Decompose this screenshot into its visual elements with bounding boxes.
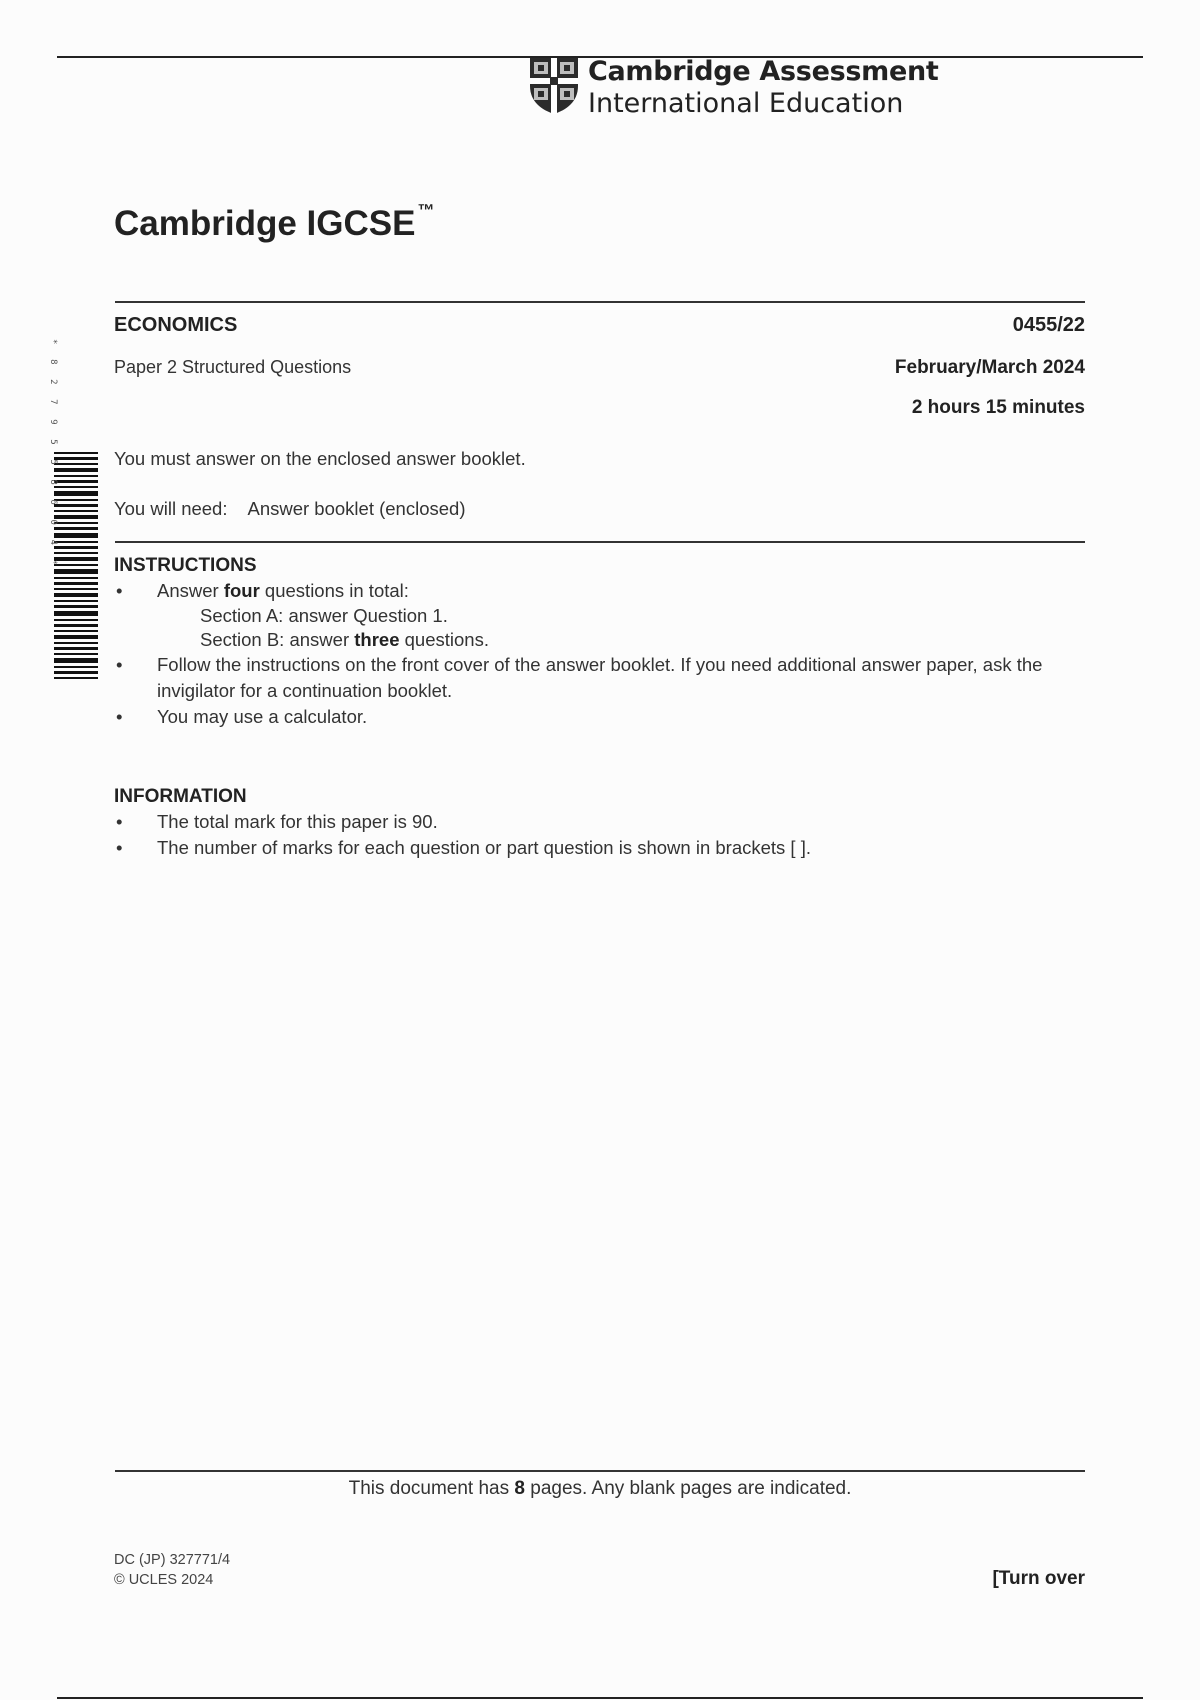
instruction-text: You may use a calculator. xyxy=(157,706,368,727)
page-count-text: pages. Any blank pages are indicated. xyxy=(524,1478,852,1499)
subitem-emphasis: three xyxy=(354,629,400,650)
instruction-subitem xyxy=(157,604,1074,628)
exam-duration: 2 hours 15 minutes xyxy=(911,397,1085,418)
information-text: The number of marks for each question or part question is shown in brackets [ ]. xyxy=(157,837,811,858)
copyright-notice: © UCLES 2024 xyxy=(114,1572,214,1588)
instruction-item xyxy=(114,704,1074,730)
bullet-icon: • xyxy=(116,837,123,858)
cambridge-logo xyxy=(528,56,939,120)
instructions-heading: INSTRUCTIONS xyxy=(114,555,257,576)
trademark-symbol: ™ xyxy=(417,201,435,221)
instruction-text: Follow the instructions on the front cover of the answer booklet. If you need additional answer paper, ask the invigilator for a continuation booklet. xyxy=(157,654,1043,701)
subitem-text: questions. xyxy=(399,629,489,650)
instruction-emphasis: four xyxy=(223,580,260,601)
barcode-bars xyxy=(54,452,98,679)
logo-line-1: Cambridge Assessment xyxy=(588,56,939,87)
subitem-text: Section A: answer Question 1. xyxy=(200,605,448,626)
instruction-subitem xyxy=(157,628,1074,652)
instruction-item xyxy=(114,578,1074,652)
paper-code: 0455/22 xyxy=(1012,314,1085,336)
bullet-icon: • xyxy=(116,811,123,832)
page-count-note xyxy=(115,1478,1085,1500)
equipment-value: Answer booklet (enclosed) xyxy=(247,498,466,519)
turn-over-label: [Turn over xyxy=(992,1568,1085,1589)
qualification-name: Cambridge IGCSE xyxy=(114,204,416,243)
bullet-icon: • xyxy=(116,654,123,675)
information-item xyxy=(114,835,1074,861)
page-count-number: 8 xyxy=(514,1478,525,1499)
paper-title: Paper 2 Structured Questions xyxy=(114,357,352,377)
logo-wordmark xyxy=(588,56,939,120)
qualification-title xyxy=(114,201,435,244)
equipment-row xyxy=(114,498,465,520)
information-item xyxy=(114,809,1074,835)
logo-line-2: International Education xyxy=(588,88,904,119)
bullet-icon: • xyxy=(116,580,123,601)
barcode-digits: *8279558604* xyxy=(48,339,58,565)
equipment-label: You will need: xyxy=(114,498,228,519)
instruction-text: questions in total: xyxy=(259,580,409,601)
information-heading: INFORMATION xyxy=(114,786,247,807)
document-reference xyxy=(114,1550,230,1590)
footer-divider xyxy=(115,1470,1085,1472)
subitem-text: Section B: answer xyxy=(200,629,355,650)
barcode xyxy=(44,339,100,682)
subject-name: ECONOMICS xyxy=(114,314,238,336)
reference-code: DC (JP) 327771/4 xyxy=(114,1552,231,1568)
answer-booklet-note: You must answer on the enclosed answer booklet. xyxy=(114,448,526,469)
instructions-divider xyxy=(115,541,1085,543)
bottom-border-line xyxy=(57,1697,1143,1699)
exam-session: February/March 2024 xyxy=(894,357,1085,378)
information-list xyxy=(114,809,1074,861)
cambridge-shield-icon xyxy=(528,56,580,116)
instruction-item xyxy=(114,652,1074,704)
information-text: The total mark for this paper is 90. xyxy=(157,811,438,832)
instruction-text: Answer xyxy=(157,580,224,601)
instructions-list xyxy=(114,578,1074,730)
header-divider xyxy=(115,301,1085,303)
bullet-icon: • xyxy=(116,706,123,727)
page-count-text: This document has xyxy=(348,1478,515,1499)
